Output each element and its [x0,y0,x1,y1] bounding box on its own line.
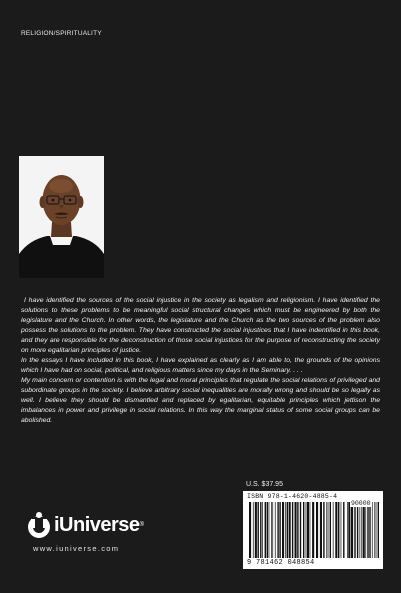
barcode-bar [328,502,329,558]
barcode-bar [330,502,331,558]
publisher-logo [27,511,143,539]
barcode-bar [310,502,311,558]
barcode-bar [357,502,358,558]
barcode-bar [320,502,322,558]
barcode-bar [360,502,361,558]
back-cover-blurb [21,296,380,426]
isbn-text: ISBN 978-1-4620-4885-4 [247,493,338,500]
barcode-bar [260,502,261,558]
barcode-bar [285,502,286,558]
author-photo [19,156,104,278]
blurb-paragraph: In the essays I have included in this book, I have explained as clearly as I am able to, the grounds of the opinions which I have had on social, political, and religious matters since my days in the Seminary. . . . [21,357,380,374]
category-label: RELIGION/SPIRITUALITY [21,30,102,37]
barcode-bar [376,502,377,558]
barcode-bar [275,502,276,558]
barcode-bar [253,502,254,558]
barcode-bar [333,502,334,558]
barcode-bar [300,502,301,558]
barcode-bar [262,502,263,558]
iuniverse-logo-icon [27,511,51,539]
barcode-bar [341,502,342,558]
barcode-bar [258,502,259,558]
barcode-bar [292,502,293,558]
blurb-paragraph: I have identified the sources of the social injustice in the society as legalism and religionism. I have identified the solutions to these problems to be meaningful social structural changes which must be engineered by both the legislature and the Church. In other words, the legislature and the Church as the two sources of the problem also possess the solutions to the problem. They have constructed the social injustices that I have indentified in this book, and they are responsible for the deconstruction of those social injustices for the purpose of reconstructing the society on more egalitarian principles of justice. [21,297,380,354]
barcode-bar [348,502,350,558]
barcode-bar [351,502,353,558]
barcode-bar [306,502,307,558]
barcode-bar [289,502,291,558]
barcode-bar [272,502,273,558]
barcode-bar [338,502,339,558]
barcode-digits: 9 781462 048854 [247,559,315,567]
barcode-bar [249,502,251,558]
isbn-barcode [243,491,383,569]
barcode-bar [361,502,362,558]
barcode-bar [354,502,355,558]
blurb-paragraph: My main concern or contention is with the legal and moral principles that regulate the social relations of privileged and subordinate groups in the society. I believe arbitrary social inequalities are morally wrong and should be so legally as well. I believe they should be dismantled and replaced by egalitarian, equitable principles which jettison the imbalances in power and privilege in social relations. In this way the marginal status of some social groups can be abolished. [21,377,380,424]
barcode-bar [326,502,327,558]
barcode-bar [372,502,373,558]
barcode-bar [365,502,366,558]
barcode-bar [363,502,365,558]
addon-barcode-bars [347,502,379,558]
barcode-bar [287,502,288,558]
price-label: U.S. $37.95 [246,481,283,488]
barcode-bar [367,502,368,558]
barcode-bar [265,502,266,558]
barcode-bar [369,502,370,558]
barcode-bar [255,502,257,558]
ean-barcode-bars [249,502,345,558]
publisher-name: iUniverse® [54,514,144,536]
barcode-bar [277,502,278,558]
barcode-bar [343,502,344,558]
barcode-bar [297,502,298,558]
barcode-bar [267,502,268,558]
barcode-bar [323,502,324,558]
barcode-bar [271,502,272,558]
addon-code: 90000 [351,500,371,507]
barcode-bar [347,502,348,558]
barcode-bar [378,502,379,558]
barcode-bar [316,502,318,558]
barcode-bar [282,502,284,558]
barcode-bar [269,502,270,558]
publisher-website: www.iuniverse.com [33,544,120,553]
barcode-bar [307,502,309,558]
barcode-bar [295,502,297,558]
barcode-bar [335,502,337,558]
barcode-bar [303,502,304,558]
barcode-bar [312,502,314,558]
barcode-bar [374,502,375,558]
barcode-bar [279,502,280,558]
